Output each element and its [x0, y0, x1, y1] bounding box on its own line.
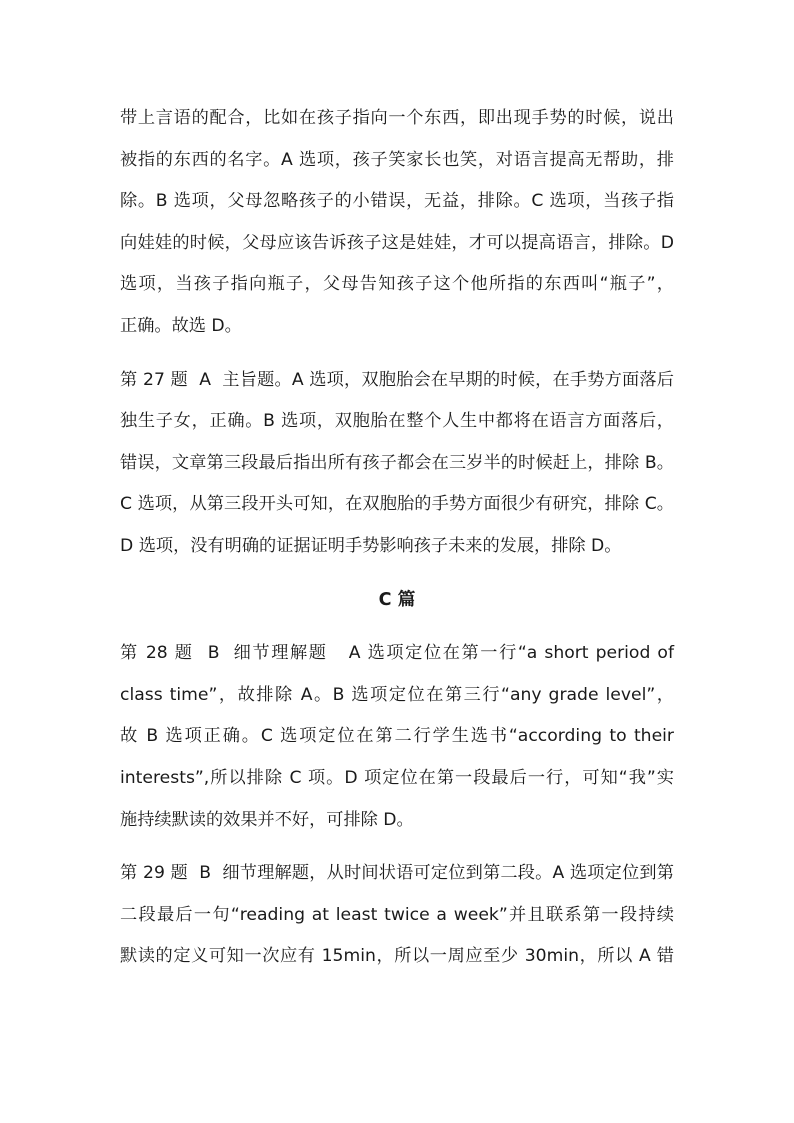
paragraph-gap [120, 841, 674, 853]
text-line: 施持续默读的效果并不好，可排除 D。 [120, 809, 414, 830]
text-line: D 选项，没有明确的证据证明手势影响孩子未来的发展，排除 D。 [120, 535, 622, 556]
text-line: 第 28 题 B 细节理解题 A 选项定位在第一行“a short period of [120, 643, 674, 664]
text-line: 选项，当孩子指向瓶子，父母告知孩子这个他所指的东西叫“瓶子”， [120, 274, 674, 295]
paragraph-question-28 [120, 633, 674, 841]
text-line: interests”,所以排除 C 项。D 项定位在第一段最后一行，可知“我”实 [120, 767, 674, 788]
text-line: class time”，故排除 A。B 选项定位在第三行“any grade level”， [120, 684, 674, 705]
paragraph-answer-26 [120, 98, 674, 348]
text-line: 第 29 题 B 细节理解题，从时间状语可定位到第二段。A 选项定位到第 [120, 863, 674, 884]
document-body [120, 98, 674, 978]
text-line: 被指的东西的名字。A 选项，孩子笑家长也笑，对语言提高无帮助，排 [120, 149, 674, 170]
text-line: 带上言语的配合，比如在孩子指向一个东西，即出现手势的时候，说出 [120, 108, 674, 128]
text-line: 向娃娃的时候，父母应该告诉孩子这是娃娃，才可以提高语言，排除。D [120, 232, 674, 253]
text-line: 除。B 选项，父母忽略孩子的小错误，无益，排除。C 选项，当孩子指 [120, 191, 674, 212]
paragraph-gap [120, 348, 674, 360]
text-line: 第 27 题 A 主旨题。A 选项，双胞胎会在早期的时候，在手势方面落后 [120, 369, 674, 390]
text-line: 故 B 选项正确。C 选项定位在第二行学生选书“according to their [120, 726, 674, 747]
section-title: C 篇 [378, 589, 416, 610]
paragraph-question-27 [120, 360, 674, 568]
text-line: 错误，文章第三段最后指出所有孩子都会在三岁半的时候赶上，排除 B。 [120, 452, 674, 473]
text-line: 二段最后一句“reading at least twice a week”并且联系第一段持续 [120, 904, 674, 925]
paragraph-question-29 [120, 853, 674, 978]
text-line: 默读的定义可知一次应有 15min，所以一周应至少 30min，所以 A 错 [120, 946, 674, 967]
text-line: 正确。故选 D。 [120, 315, 242, 336]
text-line: 独生子女，正确。B 选项，双胞胎在整个人生中都将在语言方面落后， [120, 411, 674, 432]
text-line: C 选项，从第三段开头可知，在双胞胎的手势方面很少有研究，排除 C。 [120, 494, 674, 515]
